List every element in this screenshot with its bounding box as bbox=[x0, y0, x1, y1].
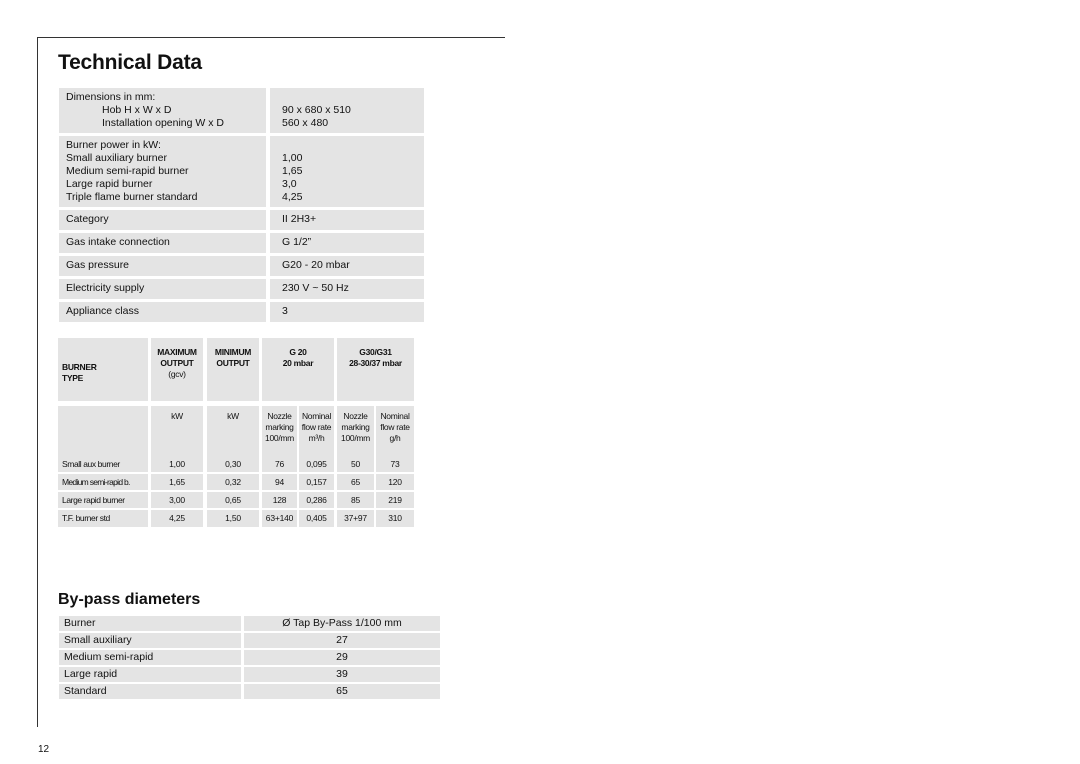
spec-label: Gas intake connection bbox=[59, 233, 266, 253]
spec-value: II 2H3+ bbox=[270, 210, 424, 230]
spec-value: 230 V ~ 50 Hz bbox=[270, 279, 424, 299]
spec-value: G 1/2” bbox=[270, 233, 424, 253]
burner-power-heading: Burner power in kW: bbox=[66, 139, 161, 151]
table-row: Standard 65 bbox=[59, 684, 440, 699]
units-blank bbox=[58, 406, 148, 456]
burner-power-value: 1,65 bbox=[282, 165, 303, 177]
bypass-header-tap: Ø Tap By-Pass 1/100 mm bbox=[244, 616, 440, 631]
burner-power-label: Medium semi-rapid burner bbox=[66, 165, 189, 177]
bypass-header-row bbox=[59, 616, 440, 631]
bypass-title: By-pass diameters bbox=[58, 591, 201, 608]
dimensions-value: 90 x 680 x 510 bbox=[282, 104, 351, 116]
spec-row-electricity bbox=[59, 279, 424, 299]
spec-label: Gas pressure bbox=[59, 256, 266, 276]
burner-power-value: 4,25 bbox=[282, 191, 303, 203]
spec-table bbox=[59, 88, 424, 325]
table-row: Large rapid 39 bbox=[59, 667, 440, 682]
header-g20: G 20 20 mbar bbox=[262, 338, 334, 401]
unit-g20-flow: Nominal flow rate m³/h bbox=[299, 406, 334, 456]
header-max-output: MAXIMUM OUTPUT (gcv) bbox=[151, 338, 203, 401]
header-min-output: MINIMUM OUTPUT bbox=[207, 338, 259, 401]
table-row: Medium semi-rapid 29 bbox=[59, 650, 440, 665]
spec-row-appliance-class bbox=[59, 302, 424, 322]
dimensions-heading: Dimensions in mm: bbox=[66, 91, 156, 103]
burner-power-label: Triple flame burner standard bbox=[66, 191, 198, 203]
unit-g30-nozzle: Nozzle marking 100/mm bbox=[337, 406, 374, 456]
header-g30-g31: G30/G31 28-30/37 mbar bbox=[337, 338, 414, 401]
page-title: Technical Data bbox=[58, 51, 202, 74]
spec-label: Appliance class bbox=[59, 302, 266, 322]
spec-row-gas-pressure bbox=[59, 256, 424, 276]
spec-row-category bbox=[59, 210, 424, 230]
dimensions-value: 560 x 480 bbox=[282, 117, 329, 129]
spec-row-dimensions bbox=[59, 88, 424, 133]
spec-row-burner-power bbox=[59, 136, 424, 207]
dimensions-label: Installation opening W x D bbox=[102, 117, 224, 129]
spec-label: Category bbox=[59, 210, 266, 230]
burner-power-label: Large rapid burner bbox=[66, 178, 153, 190]
unit-max: kW bbox=[151, 406, 203, 456]
page-number: 12 bbox=[38, 744, 50, 755]
spec-row-gas-intake bbox=[59, 233, 424, 253]
frame-top-rule bbox=[37, 37, 505, 38]
unit-g20-nozzle: Nozzle marking 100/mm bbox=[262, 406, 297, 456]
burner-power-label: Small auxiliary burner bbox=[66, 152, 167, 164]
table-row: Small auxiliary 27 bbox=[59, 633, 440, 648]
spec-value: 3 bbox=[270, 302, 424, 322]
spec-label: Electricity supply bbox=[59, 279, 266, 299]
unit-min: kW bbox=[207, 406, 259, 456]
unit-g30-flow: Nominal flow rate g/h bbox=[376, 406, 414, 456]
burner-power-value: 1,00 bbox=[282, 152, 303, 164]
frame-left-rule bbox=[37, 37, 38, 727]
header-burner-type: BURNER TYPE bbox=[58, 338, 148, 401]
spec-value: G20 - 20 mbar bbox=[270, 256, 424, 276]
bypass-header-burner: Burner bbox=[59, 616, 241, 631]
dimensions-label: Hob H x W x D bbox=[102, 104, 172, 116]
burner-power-value: 3,0 bbox=[282, 178, 297, 190]
bypass-table bbox=[59, 616, 440, 701]
